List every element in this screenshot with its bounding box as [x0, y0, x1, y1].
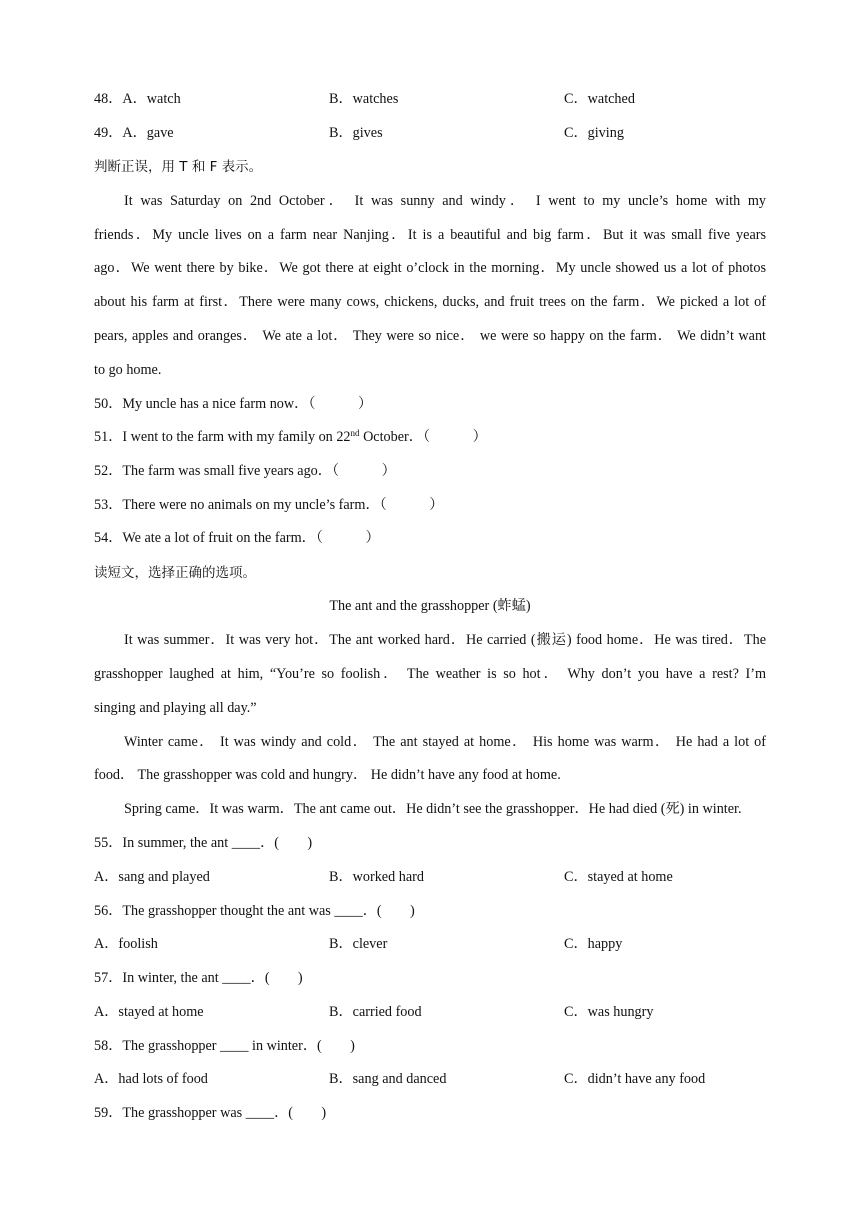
question-54: 54．We ate a lot of fruit on the farm．（ ）: [94, 530, 380, 546]
option-b: B．worked hard: [329, 869, 424, 885]
passage-line: to go home.: [94, 362, 162, 378]
option-c: C．stayed at home: [564, 869, 673, 885]
option-a: A．stayed at home: [94, 1004, 204, 1020]
passage-line: It was Saturday on 2nd October． It was sunny and windy． I went to my uncle’s home with my: [124, 193, 766, 209]
ordinal-suffix: nd: [350, 428, 360, 438]
option-b: B．clever: [329, 936, 388, 952]
option-a: 48．A．watch: [94, 91, 181, 107]
question-51-text: 51．I went to the farm with my family on 22: [94, 429, 351, 445]
question-57: 57．In winter, the ant ____．( ): [94, 970, 303, 986]
option-a: 49．A．gave: [94, 125, 174, 141]
option-a: A．foolish: [94, 936, 158, 952]
passage-line: Spring came．It was warm．The ant came out．He didn’t see the grasshopper．He had died (死) in winter.: [124, 801, 742, 817]
question-59: 59．The grasshopper was ____．( ): [94, 1105, 327, 1121]
passage-line: pears, apples and oranges． We ate a lot． They were so nice． we were so happy on the farm． We didn’t want: [94, 328, 766, 344]
option-c: C．was hungry: [564, 1004, 654, 1020]
passage-line: singing and playing all day.”: [94, 700, 257, 716]
passage-line: Winter came． It was windy and cold． The ant stayed at home． His home was warm． He had a lot of: [124, 734, 766, 750]
option-c: C．watched: [564, 91, 635, 107]
option-b: B．gives: [329, 125, 383, 141]
passage-line: friends．My uncle lives on a farm near Nanjing．It is a beautiful and big farm．But it was small five years: [94, 227, 766, 243]
question-50: 50．My uncle has a nice farm now．（ ）: [94, 396, 373, 412]
option-c: C．happy: [564, 936, 623, 952]
passage-line: ago．We went there by bike．We got there at eight o’clock in the morning．My uncle showed us a lot of photos: [94, 260, 766, 276]
option-b: B．carried food: [329, 1004, 422, 1020]
section-tf-instruction: 判断正误，用 T 和 F 表示。: [94, 159, 263, 175]
question-55: 55．In summer, the ant ____．( ): [94, 835, 313, 851]
passage-line: It was summer．It was very hot．The ant worked hard．He carried (搬运) food home．He was tired．The: [124, 632, 766, 648]
option-a: A．had lots of food: [94, 1071, 208, 1087]
question-51: [94, 427, 766, 447]
story-title: The ant and the grasshopper (蚱蜢): [329, 598, 531, 614]
question-52: 52．The farm was small five years ago．（ ）: [94, 463, 396, 479]
question-56: 56．The grasshopper thought the ant was ____．( ): [94, 903, 415, 919]
question-53: 53．There were no animals on my uncle’s farm．（ ）: [94, 497, 444, 513]
passage-line: food． The grasshopper was cold and hungry． He didn’t have any food at home.: [94, 767, 561, 783]
section-mc-instruction: 读短文，选择正确的选项。: [94, 565, 256, 581]
option-c: C．didn’t have any food: [564, 1071, 706, 1087]
question-51-text-end: October．（ ）: [359, 429, 487, 445]
option-a: A．sang and played: [94, 869, 210, 885]
question-58: 58．The grasshopper ____ in winter．( ): [94, 1038, 355, 1054]
passage-line: about his farm at first．There were many cows, chickens, ducks, and fruit trees on the farm．We picked a lot of: [94, 294, 766, 310]
option-b: B．watches: [329, 91, 399, 107]
option-c: C．giving: [564, 125, 624, 141]
passage-line: grasshopper laughed at him, “You’re so foolish． The weather is so hot． Why don’t you have a rest? I’m: [94, 666, 766, 682]
option-b: B．sang and danced: [329, 1071, 447, 1087]
